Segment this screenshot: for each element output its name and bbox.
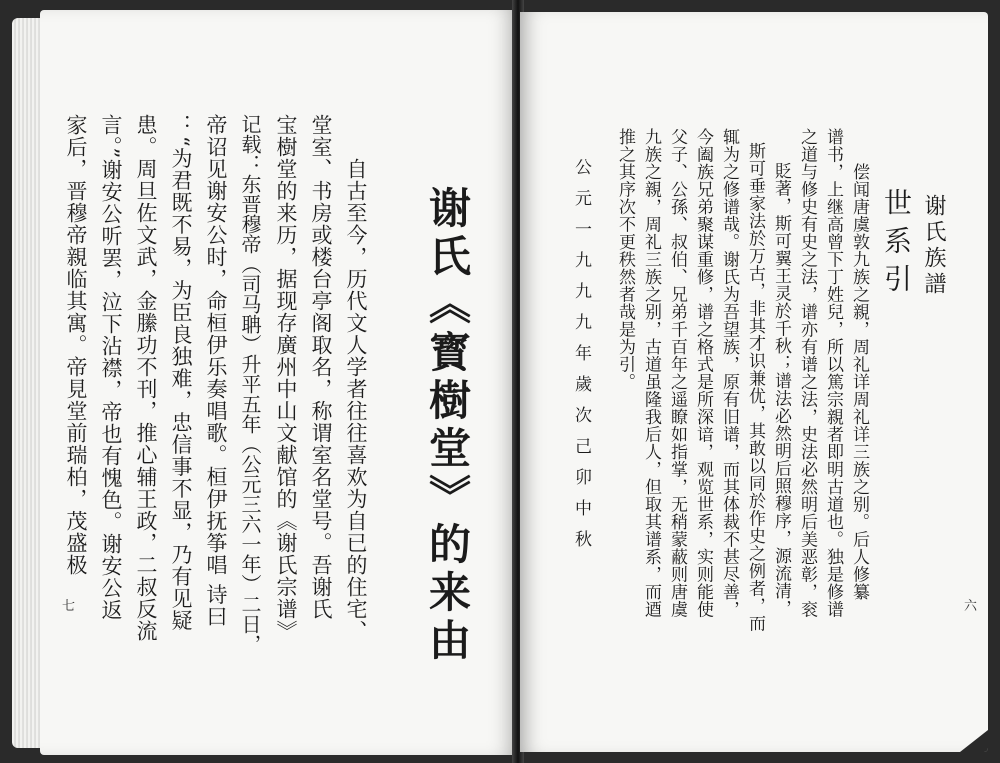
left-text-column-6: ：“为君既不易，为臣良独难，忠信事不显，乃有见疑	[169, 114, 193, 632]
right-text-column-2: 谱书，上继高曾下丁姓兒，所以篤宗親者即明古道也。独是修谱	[823, 128, 843, 618]
right-page-header: 谢氏族譜	[921, 194, 946, 298]
right-text-column-3: 之道与修史有史之法，谱亦有谱之法，史法必然明后美恶彰，衮	[797, 128, 817, 618]
right-text-column-8: 父子、公孫、叔伯、兄弟千百年之遥瞭如指掌，无稍蒙蔽则唐虞	[667, 128, 687, 618]
right-page	[520, 12, 988, 752]
left-text-column-3: 宝樹堂的来历，据现存廣州中山文献馆的《谢氏宗谱》	[274, 114, 298, 642]
right-text-column-10: 推之其序次不更秩然者哉是为引。	[615, 128, 635, 391]
right-text-column-9: 九族之親，周礼三族之别，古道虽隆我后人，但取其谱系，而逎	[641, 128, 661, 618]
left-page-number: 七	[62, 599, 76, 614]
left-text-column-4: 记载：东晋穆帝（司马聃）升平五年（公元三六一年）二日，	[238, 114, 262, 654]
right-text-column-6: 辄为之修谱哉。谢氏为吾望族，原有旧谱，而其体裁不甚尽善，	[719, 128, 739, 618]
right-text-column-7: 今阖族兄弟聚谋重修，谱之格式是所深谙，观览世系，实则能使	[693, 128, 713, 618]
right-page-number: 六	[964, 599, 978, 614]
right-date-line: 公元一九九九年歲次己卯中秋	[571, 158, 591, 561]
right-text-column-5: 斯可垂家法於万古，非其才识兼优，其敢以同於作史之例者，而	[745, 142, 765, 632]
left-text-column-2: 堂室、书房或楼台亭阁取名，称谓室名堂号。吾谢氏	[309, 114, 333, 620]
right-text-column-1: 偿闻唐虞敦九族之親，周礼详周礼详三族之别。后人修纂	[849, 128, 869, 601]
left-page	[40, 10, 518, 755]
left-text-column-9: 家后，晋穆帝親临其寓。帝見堂前瑞柏，茂盛极	[64, 114, 88, 576]
right-section-title: 世系引	[880, 188, 913, 302]
left-text-column-1: 自古至今，历代文人学者往往喜欢为自已的住宅、	[344, 158, 368, 642]
left-page-title: 谢氏《寳樹堂》的来由	[423, 186, 472, 666]
left-text-column-5: 帝诏见谢安公时，命桓伊乐奏唱歌。桓伊抚筝唱 诗曰	[204, 114, 228, 628]
page-corner-fold	[960, 730, 988, 752]
right-text-column-4: 貶著，斯可翼王灵於千秋；谱法必然明后照穆序，源流清，	[771, 162, 791, 617]
left-text-column-7: 患。周旦佐文武，金縢功不刊，推心辅王政，二叔反流	[134, 114, 158, 642]
left-text-column-8: 言。”谢安公听罢，泣下沾襟，帝也有愧色。谢安公返	[99, 114, 123, 622]
